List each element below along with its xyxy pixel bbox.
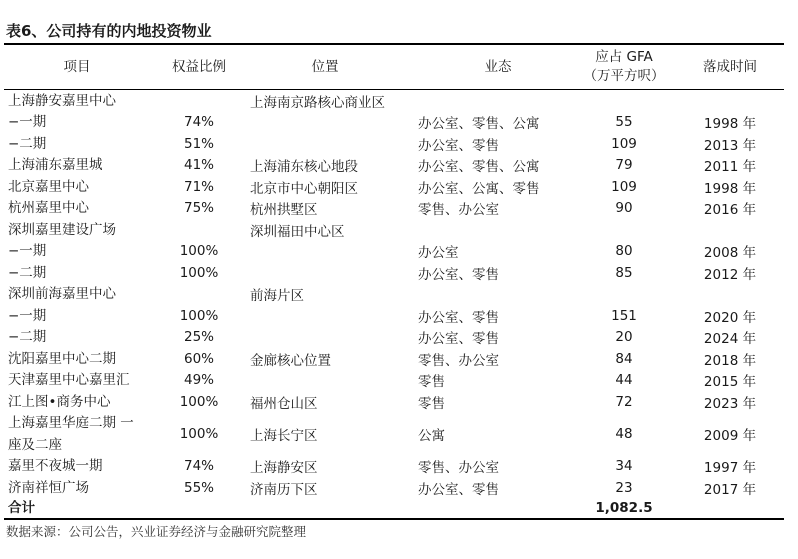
cell-name: 上海嘉里华庭二期 一座及二座 [8,415,134,453]
cell-use [418,499,578,519]
cell-gfa: 44 [615,372,633,389]
cell-loc [250,112,410,134]
cell-loc: 上海南京路核心商业区 [250,94,385,111]
cell-gfa: 23 [615,479,633,496]
cell-gfa: 79 [615,157,633,174]
cell-loc [250,133,410,155]
table-row [0,370,798,392]
cell-loc [250,305,410,327]
cell-year [685,499,775,519]
cell-use [418,90,578,112]
header-gfa-line2: （万平方呎） [583,68,665,84]
cell-name: −二期 [8,264,47,281]
cell-year: 2020 年 [703,309,757,326]
cell-name: 合计 [8,500,35,517]
table-header [0,45,798,89]
cell-gfa: 85 [615,264,633,281]
cell-pct: 74% [183,458,214,475]
cell-gfa: 109 [611,135,637,152]
cell-name: 江上图•商务中心 [8,393,111,410]
cell-gfa: 34 [615,458,633,475]
cell-year: 2017 年 [703,481,757,498]
cell-loc: 深圳福田中心区 [250,223,345,240]
cell-name: −一期 [8,307,47,324]
cell-gfa: 80 [615,243,633,260]
cell-year: 1997 年 [703,460,757,477]
header-pct: 权益比例 [172,58,226,75]
cell-year: 2008 年 [703,245,757,262]
cell-gfa: 55 [615,114,633,131]
cell-year: 1998 年 [703,180,757,197]
cell-pct: 55% [183,479,214,496]
cell-gfa: 72 [615,393,633,410]
cell-year: 1998 年 [703,116,757,133]
cell-loc [250,262,410,284]
cell-gfa: 20 [615,329,633,346]
table-row [0,198,798,220]
cell-year: 2024 年 [703,331,757,348]
cell-pct: 100% [179,426,219,442]
table-row [0,477,798,499]
cell-year [685,284,775,306]
cell-name: 上海静安嘉里中心 [8,92,116,109]
table-row [0,348,798,370]
cell-name: 济南祥恒广场 [8,479,89,496]
cell-use: 办公室、零售、公寓 [418,159,540,176]
cell-gfa: 1,082.5 [595,500,653,517]
cell-use: 零售、办公室 [418,202,499,219]
cell-name: 上海浦东嘉里城 [8,157,103,174]
header-gfa [570,45,678,89]
cell-name: −一期 [8,243,47,260]
cell-pct: 49% [183,372,214,389]
header-year: 落成时间 [703,58,757,75]
cell-loc: 金廊核心位置 [250,352,331,369]
table-row [0,176,798,198]
cell-year: 2018 年 [703,352,757,369]
cell-pct [158,499,240,519]
cell-year [685,90,775,112]
cell-pct: 41% [183,157,214,174]
cell-pct: 60% [183,350,214,367]
cell-loc: 上海静安区 [250,460,318,477]
cell-pct: 25% [183,329,214,346]
cell-use: 零售 [418,374,445,391]
table-row [0,219,798,241]
header-name: 项目 [63,58,91,75]
cell-use: 零售、办公室 [418,460,499,477]
cell-name: 杭州嘉里中心 [8,200,89,217]
cell-name: 嘉里不夜城一期 [8,458,103,475]
cell-use: 零售 [418,395,445,412]
table-row [0,133,798,155]
cell-loc: 杭州拱墅区 [250,202,318,219]
table-row [0,112,798,134]
cell-name: 天津嘉里中心嘉里汇 [8,372,130,389]
cell-pct: 71% [183,178,214,195]
cell-gfa: 151 [611,307,637,324]
table-row [0,456,798,478]
cell-name: 深圳嘉里建设广场 [8,221,116,238]
cell-use: 办公室、零售 [418,481,499,498]
cell-pct [158,90,240,112]
cell-use: 办公室、零售 [418,331,499,348]
cell-year: 2009 年 [703,428,757,444]
table-row [0,241,798,263]
cell-loc [250,241,410,263]
cell-pct [158,219,240,241]
cell-name: 沈阳嘉里中心二期 [8,350,116,367]
table-row [0,391,798,413]
source-note: 数据来源：公司公告，兴业证券经济与金融研究院整理 [6,524,307,539]
cell-pct: 100% [179,243,219,260]
table-row [0,90,798,112]
cell-gfa [585,284,663,306]
table-row [0,413,798,456]
cell-loc: 前海片区 [250,288,304,305]
table-row-total [0,499,798,519]
cell-use: 办公室 [418,245,459,262]
cell-use [418,219,578,241]
cell-pct: 51% [183,135,214,152]
cell-use: 办公室、零售 [418,137,499,154]
cell-year: 2016 年 [703,202,757,219]
cell-name: −二期 [8,329,47,346]
cell-pct: 74% [183,114,214,131]
cell-year: 2012 年 [703,266,757,283]
table-row [0,155,798,177]
cell-use: 公寓 [418,428,445,444]
table-row [0,305,798,327]
cell-gfa [585,219,663,241]
cell-loc [250,499,410,519]
cell-name: 深圳前海嘉里中心 [8,286,116,303]
cell-loc: 上海长宁区 [250,428,318,444]
cell-name: −一期 [8,114,47,131]
bottom-rule [4,518,784,520]
table-title: 表6、公司持有的内地投资物业 [6,22,212,40]
table-row [0,262,798,284]
cell-use [418,284,578,306]
cell-gfa: 48 [615,426,633,442]
cell-use: 办公室、零售 [418,266,499,283]
cell-gfa [585,90,663,112]
cell-name: 北京嘉里中心 [8,178,89,195]
header-use: 业态 [484,58,512,75]
cell-year: 2011 年 [703,159,757,176]
cell-loc: 济南历下区 [250,481,318,498]
cell-pct [158,284,240,306]
header-loc: 位置 [311,58,339,75]
cell-year: 2023 年 [703,395,757,412]
cell-loc: 上海浦东核心地段 [250,159,358,176]
cell-year: 2015 年 [703,374,757,391]
cell-loc [250,370,410,392]
cell-loc [250,327,410,349]
cell-pct: 75% [183,200,214,217]
cell-use: 零售、办公室 [418,352,499,369]
cell-use: 办公室、零售、公寓 [418,116,540,133]
cell-name: −二期 [8,135,47,152]
cell-pct: 100% [179,264,219,281]
cell-gfa: 90 [615,200,633,217]
cell-gfa: 84 [615,350,633,367]
table-row [0,327,798,349]
cell-use: 办公室、公寓、零售 [418,180,540,197]
cell-loc: 北京市中心朝阳区 [250,180,358,197]
cell-pct: 100% [179,307,219,324]
cell-year [685,219,775,241]
cell-gfa: 109 [611,178,637,195]
header-gfa-line1: 应占 GFA [595,49,653,65]
cell-use: 办公室、零售 [418,309,499,326]
cell-loc: 福州仓山区 [250,395,318,412]
cell-pct: 100% [179,393,219,410]
cell-year: 2013 年 [703,137,757,154]
table-row [0,284,798,306]
